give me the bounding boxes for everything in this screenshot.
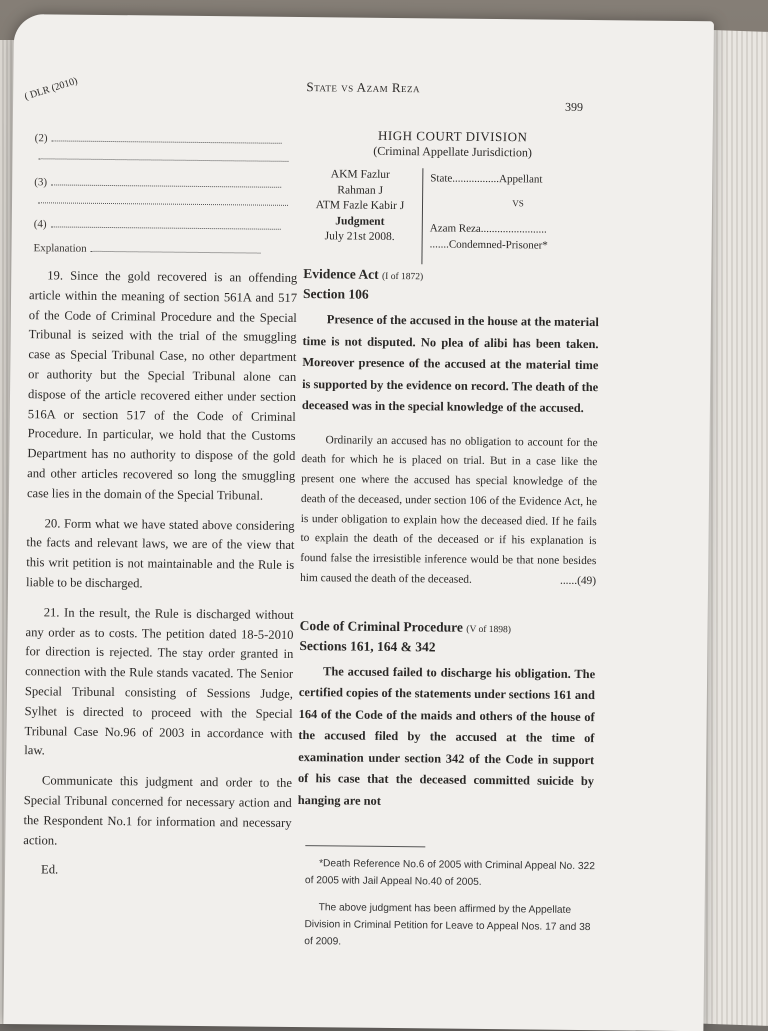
footnote-2: The above judgment has been affirmed by the Appellate Division in Criminal Petition for Leave to Appeal Nos. 17 and 38 of 2009. xyxy=(304,902,591,948)
court-heading xyxy=(313,127,593,161)
judgment-date: July 21st 2008. xyxy=(324,230,395,243)
judge-line-3: ATM Fazle Kabir J xyxy=(315,199,405,213)
blank-line-2b xyxy=(34,150,294,165)
parties-block xyxy=(430,170,607,254)
bench-block xyxy=(304,167,417,246)
paragraph-19: 19. Since the gold recovered is an offending article within the meaning of section 561A and 517 of the Code of Criminal Procedure and the Special Tribunal is seized with the trial of the smuggling case as Special Tribunal Case, no other department or authority but the Special Tribunal alone can dispose of the article recovered either under section 516A or section 517 of the Code of Criminal Procedure. In particular, we hold that the Customs Department has no authority to dispose of the gold and other articles recovered so long the smuggling case lies in the domain of the Special Tribunal. xyxy=(26,268,298,503)
blank-line-explanation: Explanation xyxy=(33,242,293,257)
judgment-label: Judgment xyxy=(335,214,385,228)
section-heading-crpc: Code of Criminal Procedure (V of 1898) xyxy=(299,617,512,636)
running-header: State vs Azam Reza xyxy=(306,79,421,96)
court-jurisdiction: (Criminal Appellate Jurisdiction) xyxy=(373,143,532,160)
footnote-1: *Death Reference No.6 of 2005 with Criminal Appeal No. 322 of 2005 with Jail Appeal No.40 of 2005. xyxy=(304,858,595,888)
paragraph-20: 20. Form what we have stated above considering the facts and relevant laws, we are of the view that this writ petition is not maintainable and the Rule is liable to be discharged. xyxy=(25,515,295,591)
editor-mark: Ed. xyxy=(40,862,59,877)
headnote-1: Presence of the accused in the house at the material time is not disputed. No plea of alibi has been taken. Moreover presence of the accused at the material time is supported by the evidence on record. The death of the deceased was in the special knowledge of the accused. xyxy=(301,312,599,415)
appellant: State.................Appellant xyxy=(430,172,543,186)
section-subheading-106: Section 106 xyxy=(303,286,369,302)
footnote-rule xyxy=(305,845,425,847)
footnotes xyxy=(304,855,595,963)
paragraph-21: 21. In the result, the Rule is discharged without any order as to costs. The petition dated 18-5-2010 for direction is rejected. The stay order granted in connection with the Rule stands vacated. The Senior Special Tribunal consisting of Sessions Judge, Sylhet is directed to proceed with the Special Tribunal Case No.96 of 2003 in accordance with law. xyxy=(24,605,294,758)
court-name: HIGH COURT DIVISION xyxy=(378,127,528,145)
section-subheading-161: Sections 161, 164 & 342 xyxy=(299,637,436,655)
blank-line-3: (3) xyxy=(34,176,294,191)
respondent-status: .......Condemned-Prisoner* xyxy=(429,238,548,252)
blank-line-3b xyxy=(34,194,294,209)
section-heading-evidence-act: Evidence Act (I of 1872) xyxy=(303,266,424,283)
judge-line-2: Rahman J xyxy=(337,183,384,197)
right-column xyxy=(298,265,600,814)
blank-line-2: (2) xyxy=(35,132,295,147)
judge-line-1: AKM Fazlur xyxy=(330,168,390,181)
versus: VS xyxy=(512,198,524,209)
page-number: 399 xyxy=(564,99,584,114)
bench-divider xyxy=(421,168,423,264)
body-1: Ordinarily an accused has no obligation to account for the death for which he is placed on trial. But in a case like the present one where the accused has special knowledge of the death of the deceased, under section 106 of the Evidence Act, he is under obligation to explain how the deceased died. If he fails to explain the death of the deceased or if his explanation is found false the irresistible inference would be that none besides him caused the death of the deceased. ......(49) xyxy=(300,431,598,592)
respondent: Azam Reza........................ xyxy=(429,222,547,236)
headnote-2: The accused failed to discharge his obligation. The certified copies of the statements under sections 161 and 164 of the Code of the maids and others of the house of the accused filed by the accused at the time of examination under section 342 of the Code in support of his case that the deceased committed suicide by hanging are not xyxy=(297,664,596,808)
citation-49: ......(49) xyxy=(559,574,597,588)
left-column xyxy=(23,266,298,893)
book-page xyxy=(3,14,714,1031)
communicate-paragraph: Communicate this judgment and order to the Special Tribunal concerned for necessary action and the Respondent No.1 for information and necessary action. xyxy=(23,773,293,848)
blank-line-4: (4) xyxy=(34,218,294,233)
side-citation: ( DLR (2010) xyxy=(23,75,79,103)
